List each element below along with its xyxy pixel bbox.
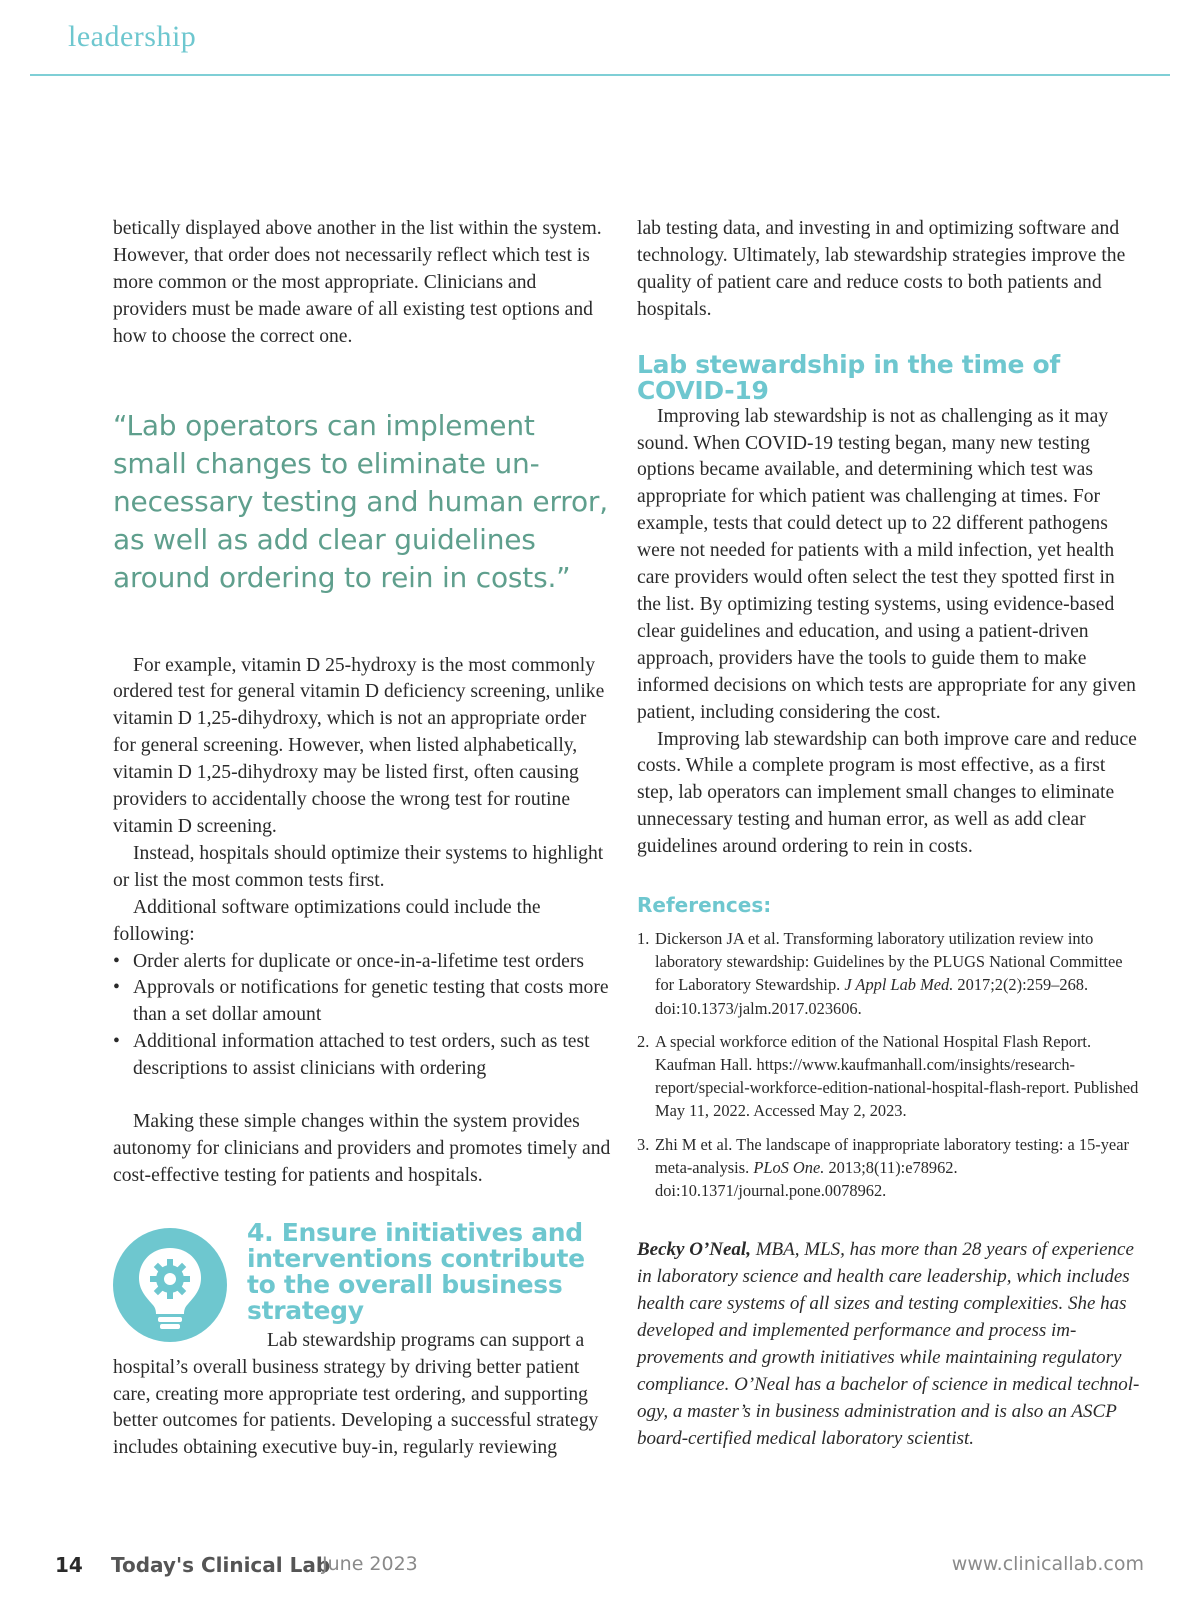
paragraph-section-4: Lab stewardship programs can support a hospital’s overall business strategy by driving better patient care, creating more appropriate test ordering, and supporting better outcomes for patients. Developing a successful strategy includes obtaining executive buy-in, regularly reviewing (113, 1329, 599, 1459)
paragraph-intro: betically displayed above another in the list within the system. However, that order does not necessarily reflect which test is more common or the most appropriate. Clinicians and providers must be made aware of all existing test options and how to choose the correct one. (113, 218, 602, 347)
reference-number: 2. (637, 1031, 650, 1051)
pull-quote: “Lab operators can implement small changes to eliminate unnecessary testing and human error, as well as add clear guidelines around ordering to rein in costs.” (113, 408, 608, 594)
section-4-heading: 4. Ensure initiatives and interventions contribute to the overall business strategy (247, 1217, 585, 1325)
list-item-text: Additional information attached to test orders, such as test descriptions to assist clinicians with ordering (133, 1031, 590, 1080)
issue-date: June 2023 (322, 1553, 418, 1575)
references-list (637, 927, 1142, 1202)
reference-item (637, 1030, 1142, 1123)
paragraph-covid-2: Improving lab stewardship can both improve care and reduce costs. While a complete program is most effective, as a first step, lab operators can implement small changes to eliminate unnecessary testing and human error, as well as add clear guidelines around ordering to rein in costs. (637, 728, 1137, 858)
paragraph-covid-1: Improving lab stewardship is not as challenging as it may sound. When COVID-19 testing began, many new testing options became available, and determining which test was appropriate for which patient was challenging at times. For example, tests that could detect up to 22 different pathogens were not needed for patients with a mild infection, yet health care providers would often select the test they spotted first in the list. By optimizing testing systems, using evidence-based clear guidelines and education, and using a patient-driven approach, providers have the tools to guide them to make informed decisions on which tests are appropriate for any given patient, including considering the cost. (637, 405, 1136, 723)
reference-journal: PLoS One. (753, 1157, 825, 1177)
paragraph-instead: Instead, hospitals should optimize their systems to highlight or list the most common tests first. (113, 842, 604, 891)
reference-item (637, 1133, 1142, 1203)
reference-item (637, 927, 1142, 1020)
left-column (113, 216, 613, 1462)
website-url: www.clinicallab.com (951, 1553, 1144, 1575)
reference-citation: 2017;2(2):259–268. doi:10.1373/jalm.2017.023606. (655, 975, 1089, 1018)
references-heading: References: (637, 893, 772, 918)
author-bio-text: MBA, MLS, has more than 28 years of experience in laboratory science and health care leadership, which includes health care systems of all sizes and testing complexities. She has developed and implemented performance and process improvements and growth initiatives while maintaining regulatory compliance. O’Neal has a bachelor of science in medical technology, a master’s in business administration and is also an ASCP board-certified medical laboratory scientist. (637, 1239, 1140, 1450)
header-divider (30, 74, 1170, 76)
list-item (113, 1029, 613, 1083)
page-number: 14 (55, 1553, 83, 1577)
list-item-text: Order alerts for duplicate or once-in-a-lifetime test orders (133, 950, 585, 972)
author-name: Becky O’Neal, (637, 1239, 751, 1261)
optimization-list (113, 949, 613, 1084)
author-bio (637, 1236, 1142, 1452)
paragraph-continued: lab testing data, and investing in and optimizing software and technology. Ultimately, lab stewardship strategies improve the quality of patient care and reduce costs to both patients and hospitals. (637, 218, 1126, 320)
paragraph-making: Making these simple changes within the system provides autonomy for clinicians and providers and promotes timely and cost-effective testing for patients and hospitals. (113, 1111, 611, 1186)
covid-heading: Lab stewardship in the time of COVID-19 (637, 349, 1060, 405)
right-column (637, 216, 1142, 1452)
paragraph-additional: Additional software optimizations could include the following: (113, 896, 541, 945)
reference-citation: 2013;8(11):e78962. doi:10.1371/journal.pone.0078962. (655, 1157, 958, 1201)
magazine-name: Today's Clinical Lab (111, 1553, 331, 1577)
list-item-text: Approvals or notifications for genetic testing that costs more than a set dollar amount (133, 977, 609, 1026)
bullet-marker: • (113, 977, 120, 999)
reference-number: 1. (637, 929, 650, 949)
lightbulb-gear-icon (113, 1228, 227, 1342)
paragraph-example: For example, vitamin D 25-hydroxy is the most commonly ordered test for general vitamin D deficiency screening, unlike vitamin D 1,25-dihydroxy, which is not an appropriate order for general screening. However, when listed alphabetically, vitamin D 1,25-dihydroxy may be listed first, often causing providers to accidentally choose the wrong test for routine vitamin D screening. (113, 654, 605, 837)
section-4 (113, 1217, 613, 1463)
section-tag: leadership (68, 20, 197, 53)
reference-number: 3. (637, 1134, 650, 1154)
list-item (113, 975, 613, 1029)
bullet-marker: • (113, 1031, 120, 1053)
reference-text: Dickerson JA et al. Transforming laboratory utilization review into laboratory stewardship: Guidelines by the PLUGS National Committee for Laboratory Stewardship. (655, 929, 1123, 995)
reference-text: A special workforce edition of the National Hospital Flash Report. Kaufman Hall. https://www.kaufmanhall.com/insights/research-report/special-workforce-edition-national-hospital-flash-report. Published May 11, 2022. Accessed May 2, 2023. (655, 1031, 1139, 1121)
reference-journal: J Appl Lab Med. (844, 975, 954, 995)
reference-text: Zhi M et al. The landscape of inappropriate laboratory testing: a 15-year meta-analysis. (655, 1134, 1129, 1177)
page-footer (0, 1553, 1200, 1583)
list-item (113, 949, 613, 976)
bullet-marker: • (113, 950, 120, 972)
